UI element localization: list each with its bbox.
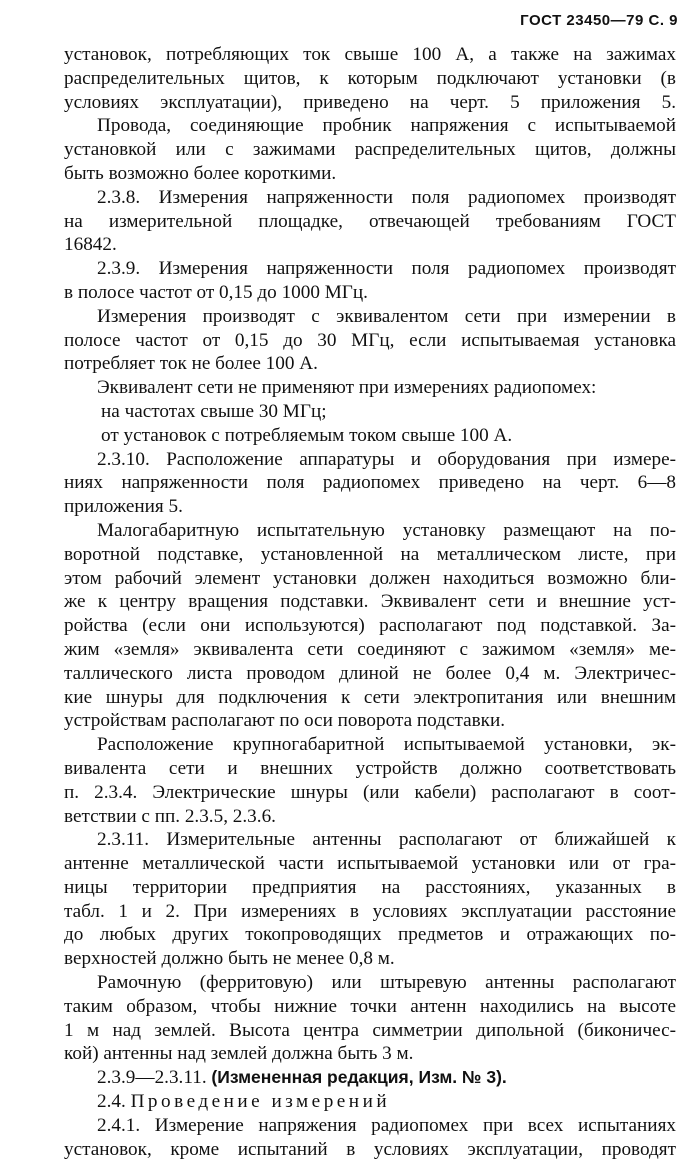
text-line: таллического листа проводом длиной не более 0,4 м. Электричес- <box>64 662 676 684</box>
text-line: 1 м над землей. Высота центра симметрии дипольной (биконичес- <box>64 1019 676 1041</box>
text-line: до любых других токопроводящих предметов и отражающих по- <box>64 924 676 946</box>
text-line: приложения 5. <box>64 496 183 518</box>
text-line: установкой или с зажимами распределительных щитов, должны <box>64 139 676 161</box>
text-line: установок, кроме испытаний в условиях эксплуатации, проводят <box>64 1138 676 1160</box>
text-line: же к центру вращения подставки. Эквивалент сети и внешние уст- <box>64 591 676 613</box>
text-line: на измерительной площадке, отвечающей требованиям ГОСТ <box>64 210 676 232</box>
text-line: в полосе частот от 0,15 до 1000 МГц. <box>64 281 368 303</box>
amendment-ref: 2.3.9—2.3.11. <box>97 1067 207 1089</box>
text-line: Измерения производят с эквивалентом сети при измерении в <box>97 305 676 327</box>
text-line: Расположение крупногабаритной испытываемой установки, эк- <box>97 734 676 756</box>
text-line: кой) антенны над землей должна быть 3 м. <box>64 1043 414 1065</box>
text-line: ройства (если они используются) располагают под подставкой. За- <box>64 615 676 637</box>
text-line: ветствии с пп. 2.3.5, 2.3.6. <box>64 805 276 827</box>
text-line: этом рабочий элемент установки должен находиться возможно бли- <box>64 567 676 589</box>
text-line: ницы территории предприятия на расстояниях, указанных в <box>64 876 676 898</box>
text-line: таким образом, чтобы нижние точки антенн находились на высоте <box>64 995 676 1017</box>
page-header: ГОСТ 23450—79 С. 9 <box>520 12 678 29</box>
text-line: Малогабаритную испытательную установку размещают на по- <box>97 519 676 541</box>
text-line: 2.4.1. Измерение напряжения радиопомех при всех испытаниях <box>97 1114 676 1136</box>
text-line: жим «земля» эквивалента сети соединяют с зажимом «земля» ме- <box>64 638 676 660</box>
text-line: установок, потребляющих ток свыше 100 А, а также на зажимах <box>64 44 676 65</box>
text-line: табл. 1 и 2. При измерениях в условиях эксплуатации расстояние <box>64 900 676 922</box>
text-line: Провода, соединяющие пробник напряжения с испытываемой <box>97 115 676 137</box>
text-line: на частотах свыше 30 МГц; <box>101 400 327 422</box>
text-line: кие шнуры для подключения к сети электропитания или внешним <box>64 686 676 708</box>
text-line: п. 2.3.4. Электрические шнуры (или кабели) располагают в соот- <box>64 781 676 803</box>
amendment-note: (Измененная редакция, Изм. № 3). <box>211 1067 507 1088</box>
text-line: воротной подставке, установленной на металлическом листе, при <box>64 543 676 565</box>
text-line: 2.3.11. Измерительные антенны располагают от ближайшей к <box>97 829 676 851</box>
text-line: верхностей должно быть не менее 0,8 м. <box>64 948 395 970</box>
section-heading <box>64 1090 676 1114</box>
text-line: устройствам располагают по оси поворота подставки. <box>64 710 506 732</box>
text-line: полосе частот от 0,15 до 30 МГц, если испытываемая установка <box>64 329 676 351</box>
text-line: вивалента сети и внешних устройств должно соответствовать <box>64 757 676 779</box>
amendment-line <box>64 1066 676 1090</box>
text-line: Рамочную (ферритовую) или штыревую антенны располагают <box>97 972 676 994</box>
text-line: условиях эксплуатации), приведено на черт. 5 приложения 5. <box>64 91 676 113</box>
text-line: антенне металлической части испытываемой установки или от гра- <box>64 853 676 875</box>
section-number: 2.4. <box>97 1091 126 1113</box>
document-body <box>64 43 676 1161</box>
text-line: 2.3.8. Измерения напряженности поля радиопомех производят <box>97 186 676 208</box>
text-line: 16842. <box>64 234 117 256</box>
text-line: 2.3.9. Измерения напряженности поля радиопомех производят <box>97 258 676 280</box>
text-line: распределительных щитов, к которым подключают установки (в <box>64 67 676 89</box>
text-line: 2.3.10. Расположение аппаратуры и оборудования при измере- <box>97 448 676 470</box>
text-line: от установок с потребляемым током свыше 100 А. <box>101 424 513 446</box>
text-line: Эквивалент сети не применяют при измерениях радиопомех: <box>97 377 597 399</box>
text-line: потребляет ток не более 100 А. <box>64 353 318 375</box>
section-title: Проведение измерений <box>130 1091 391 1113</box>
text-line: ниях напряженности поля радиопомех приведено на черт. 6—8 <box>64 472 676 494</box>
text-line: быть возможно более короткими. <box>64 162 337 184</box>
